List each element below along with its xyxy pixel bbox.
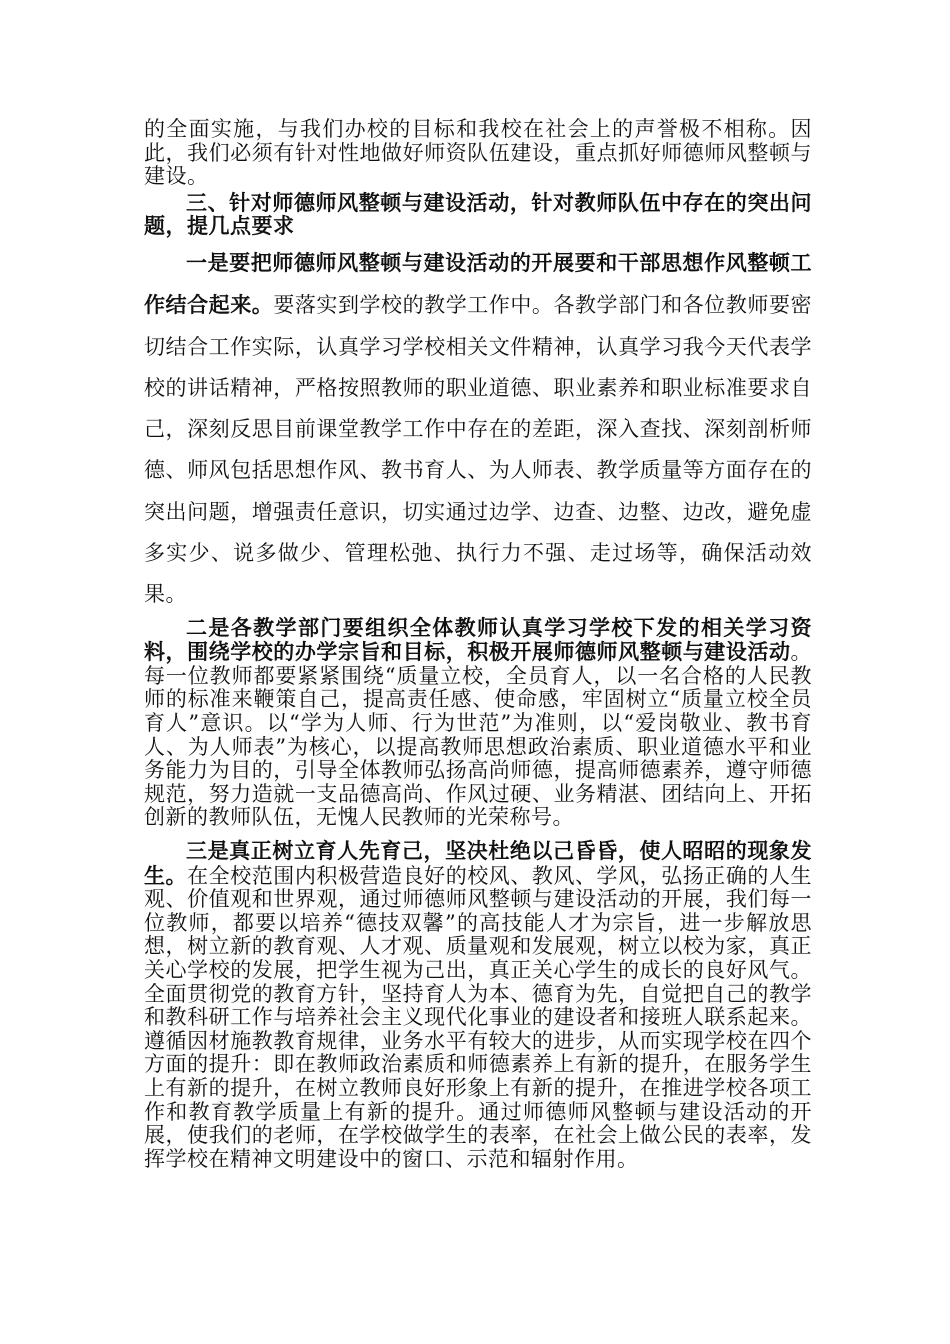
document-page [144, 118, 812, 1171]
section-heading: 三、针对师德师风整顿与建设活动，针对教师队伍中存在的突出问题，提几点要求 [144, 189, 812, 239]
point-two-lead: 二是各教学部门要组织全体教师认真学习学校下发的相关学习资料，围绕学校的办学宗旨和目标，积极开展师德师风整顿与建设活动 [144, 614, 812, 665]
point-three-lead: 三是真正树立育人先育己，坚决杜绝以己昏昏，使人昭昭的现象发生。 [144, 837, 812, 888]
point-two-body: 。每一位教师都要紧紧围绕“质量立校，全员育人，以一名合格的人民教师的标准来鞭策自己，提高责任感、使命感，牢固树立“质量立校全员育人”意识。以“学为人师、行为世范”为准则，以“爱岗敬业、教书育人、为人师表”为核心，以提高教师思想政治素质、职业道德水平和业务能力为目的，引导全体教师弘扬高尚师德，提高师德素养，遵守师德规范，努力造就一支品德高尚、作风过硬、业务精湛、团结向上、开拓创新的教师队伍，无愧人民教师的光荣称号。 [144, 640, 812, 830]
point-three-body: 在全校范围内积极营造良好的校风、教风、学风，弘扬正确的人生观、价值观和世界观，通过师德师风整顿与建设活动的开展，我们每一位教师，都要以培养“德技双馨”的高技能人才为宗旨，进一步解放思想，树立新的教育观、人才观、质量观和发展观，树立以校为家，真正关心学校的发展，把学生视为己出，真正关心学生的成长的良好风气。全面贯彻党的教育方针，坚持育人为本、德育为先，自觉把自己的教学和教科研工作与培养社会主义现代化事业的建设者和接班人联系起来。遵循因材施教教育规律，业务水平有较大的进步，从而实现学校在四个方面的提升：即在教师政治素质和师德素养上有新的提升，在服务学生上有新的提升，在树立教师良好形象上有新的提升，在推进学校各项工作和教育教学质量上有新的提升。通过师德师风整顿与建设活动的开展，使我们的老师，在学校做学生的表率，在社会上做公民的表率，发挥学校在精神文明建设中的窗口、示范和辐射作用。 [144, 863, 813, 1171]
point-two-paragraph [144, 616, 812, 830]
point-one-lead: 一是要把师德师风整顿与建设活动的开展要和干部思想作风整顿工作结合起来。 [144, 249, 812, 318]
point-one-body: 要落实到学校的教学工作中。各教学部门和各位教师要密切结合工作实际，认真学习学校相关文件精神，认真学习我今天代表学校的讲话精神，严格按照教师的职业道德、职业素养和职业标准要求自己，深刻反思目前课堂教学工作中存在的差距，深入查找、深刻剖析师德、师风包括思想作风、教书育人、为人师表、教学质量等方面存在的突出问题，增强责任意识，切实通过边学、边查、边整、边改，避免虚多实少、说多做少、管理松弛、执行力不强、走过场等，确保活动效果。 [144, 293, 813, 607]
point-one-paragraph [144, 242, 812, 616]
point-three-paragraph [144, 839, 812, 1171]
intro-paragraph: 的全面实施，与我们办校的目标和我校在社会上的声誉极不相称。因此，我们必须有针对性地做好师资队伍建设，重点抓好师德师风整顿与建设。 [144, 117, 812, 189]
